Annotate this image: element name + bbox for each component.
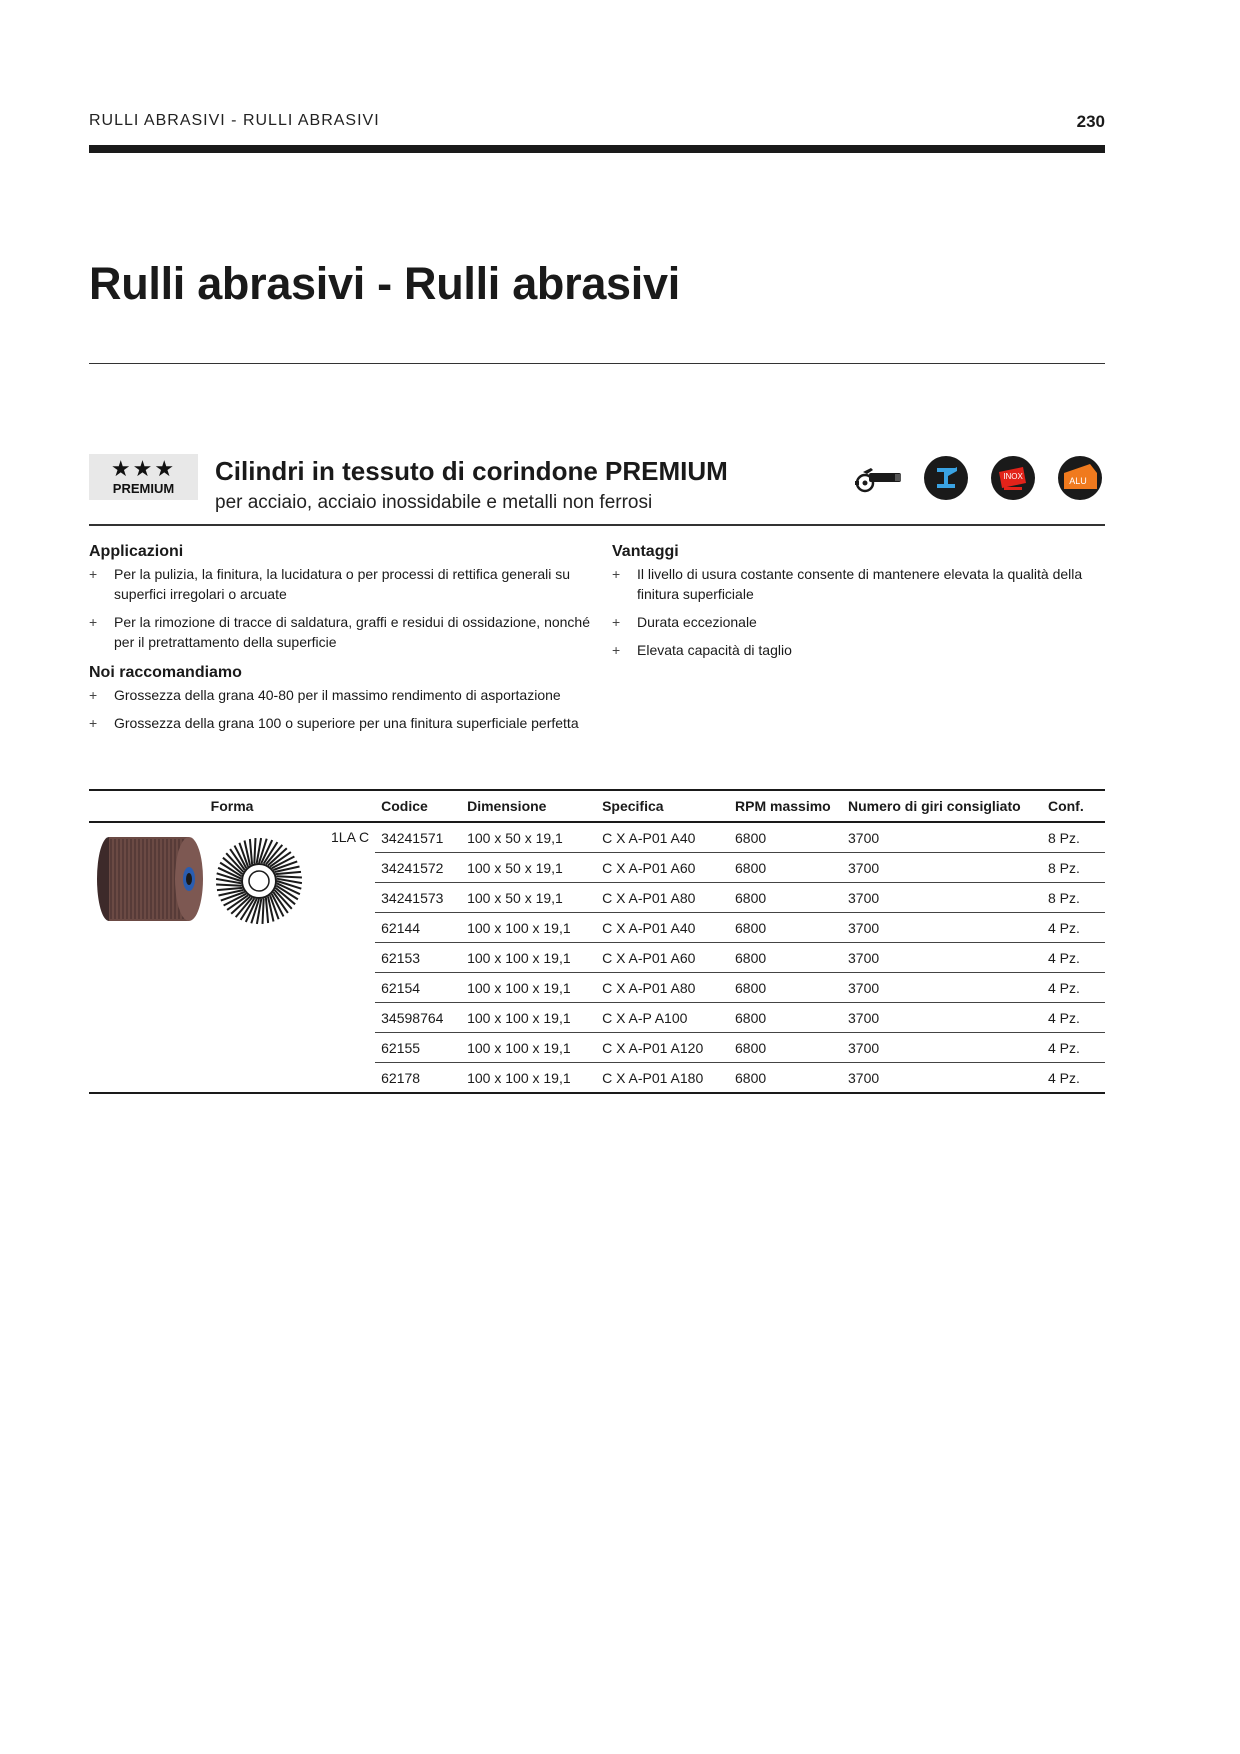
cell-dimensione: 100 x 100 x 19,1 (461, 943, 596, 973)
cell-conf: 8 Pz. (1042, 883, 1105, 913)
cell-dimensione: 100 x 50 x 19,1 (461, 853, 596, 883)
cell-rpm: 6800 (729, 1033, 842, 1063)
raccomandiamo-section (89, 664, 599, 741)
cell-specifica: C X A-P01 A80 (596, 883, 729, 913)
cell-giri: 3700 (842, 943, 1042, 973)
cell-specifica: C X A-P01 A60 (596, 853, 729, 883)
product-rule (89, 524, 1105, 526)
cell-giri: 3700 (842, 913, 1042, 943)
cell-dimensione: 100 x 100 x 19,1 (461, 1063, 596, 1094)
running-header (89, 112, 1105, 136)
cell-dimensione: 100 x 50 x 19,1 (461, 883, 596, 913)
steel-icon (923, 455, 969, 501)
cell-conf: 4 Pz. (1042, 1033, 1105, 1063)
running-title: RULLI ABRASIVI - RULLI ABRASIVI (89, 112, 380, 129)
cell-rpm: 6800 (729, 973, 842, 1003)
product-images (89, 827, 325, 937)
list-item: + Il livello di usura costante consente di mantenere elevata la qualità della finitura superficiale (612, 564, 1105, 604)
cell-conf: 4 Pz. (1042, 913, 1105, 943)
table-header-row (89, 790, 1105, 822)
cell-codice: 62155 (375, 1033, 461, 1063)
cell-specifica: C X A-P A100 (596, 1003, 729, 1033)
badge-label: PREMIUM (112, 481, 175, 496)
cell-rpm: 6800 (729, 1063, 842, 1094)
product-images-cell (89, 822, 325, 1093)
cell-dimensione: 100 x 100 x 19,1 (461, 913, 596, 943)
cell-dimensione: 100 x 100 x 19,1 (461, 1003, 596, 1033)
cell-dimensione: 100 x 100 x 19,1 (461, 1033, 596, 1063)
list-item: + Grossezza della grana 100 o superiore per una finitura superficiale perfetta (89, 713, 599, 733)
cell-giri: 3700 (842, 883, 1042, 913)
cell-codice: 34241571 (375, 822, 461, 853)
badge-stars: ★★★ (110, 456, 177, 481)
cell-codice: 62153 (375, 943, 461, 973)
vantaggi-list (612, 564, 1105, 660)
column-header-rpm: RPM massimo (729, 790, 842, 822)
list-item: + Per la pulizia, la finitura, la lucidatura o per processi di rettifica generali su superfici irregolari o arcuate (89, 564, 599, 604)
column-header-codice: Codice (375, 790, 461, 822)
cell-conf: 4 Pz. (1042, 943, 1105, 973)
cell-codice: 34598764 (375, 1003, 461, 1033)
cell-codice: 62178 (375, 1063, 461, 1094)
cell-codice: 34241573 (375, 883, 461, 913)
flap-wheel-diagram (216, 838, 302, 924)
raccomandiamo-heading: Noi raccomandiamo (89, 664, 242, 681)
cell-codice: 34241572 (375, 853, 461, 883)
list-item: + Grossezza della grana 40-80 per il massimo rendimento di asportazione (89, 685, 599, 705)
cell-giri: 3700 (842, 853, 1042, 883)
form-code: 1LA C (325, 822, 375, 1093)
angle-grinder-icon (855, 462, 905, 494)
product-title: Cilindri in tessuto di corindone PREMIUM (215, 456, 728, 486)
page-title: Rulli abrasivi - Rulli abrasivi (89, 258, 680, 309)
product-table (89, 789, 1105, 1094)
list-item: + Elevata capacità di taglio (612, 640, 1105, 660)
cell-conf: 4 Pz. (1042, 1003, 1105, 1033)
cell-specifica: C X A-P01 A80 (596, 973, 729, 1003)
header-rule (89, 145, 1105, 153)
cell-giri: 3700 (842, 1033, 1042, 1063)
cell-conf: 8 Pz. (1042, 853, 1105, 883)
cell-giri: 3700 (842, 822, 1042, 853)
alu-icon (1057, 455, 1103, 501)
title-rule (89, 363, 1105, 364)
table-row (89, 822, 1105, 853)
vantaggi-heading: Vantaggi (612, 543, 679, 560)
cell-giri: 3700 (842, 973, 1042, 1003)
cell-rpm: 6800 (729, 883, 842, 913)
cell-codice: 62154 (375, 973, 461, 1003)
alu-label: ALU (1069, 476, 1087, 486)
column-header-forma: Forma (89, 790, 375, 822)
inox-icon (990, 455, 1036, 501)
cell-giri: 3700 (842, 1003, 1042, 1033)
premium-badge (89, 454, 198, 500)
list-item: + Per la rimozione di tracce di saldatura, graffi e residui di ossidazione, nonché per il pretrattamento della superficie (89, 612, 599, 652)
applicazioni-heading: Applicazioni (89, 543, 184, 560)
raccomandiamo-list (89, 685, 599, 733)
cell-giri: 3700 (842, 1063, 1042, 1094)
cell-specifica: C X A-P01 A120 (596, 1033, 729, 1063)
inox-label: INOX (1003, 472, 1023, 481)
column-header-giri: Numero di giri consigliato (842, 790, 1042, 822)
page-number: 230 (1076, 112, 1105, 131)
cell-specifica: C X A-P01 A40 (596, 822, 729, 853)
vantaggi-section (612, 543, 1105, 668)
cell-conf: 4 Pz. (1042, 1063, 1105, 1094)
cell-dimensione: 100 x 50 x 19,1 (461, 822, 596, 853)
cell-conf: 8 Pz. (1042, 822, 1105, 853)
column-header-conf: Conf. (1042, 790, 1105, 822)
column-header-dimensione: Dimensione (461, 790, 596, 822)
column-header-specifica: Specifica (596, 790, 729, 822)
cell-rpm: 6800 (729, 1003, 842, 1033)
flap-wheel-photo (97, 837, 203, 921)
applicazioni-list (89, 564, 599, 652)
cell-dimensione: 100 x 100 x 19,1 (461, 973, 596, 1003)
cell-specifica: C X A-P01 A40 (596, 913, 729, 943)
cell-rpm: 6800 (729, 913, 842, 943)
cell-rpm: 6800 (729, 943, 842, 973)
cell-rpm: 6800 (729, 853, 842, 883)
cell-specifica: C X A-P01 A60 (596, 943, 729, 973)
applicazioni-section (89, 543, 599, 660)
product-subtitle: per acciaio, acciaio inossidabile e metalli non ferrosi (215, 492, 653, 513)
cell-specifica: C X A-P01 A180 (596, 1063, 729, 1094)
cell-codice: 62144 (375, 913, 461, 943)
cell-conf: 4 Pz. (1042, 973, 1105, 1003)
cell-rpm: 6800 (729, 822, 842, 853)
list-item: + Durata eccezionale (612, 612, 1105, 632)
